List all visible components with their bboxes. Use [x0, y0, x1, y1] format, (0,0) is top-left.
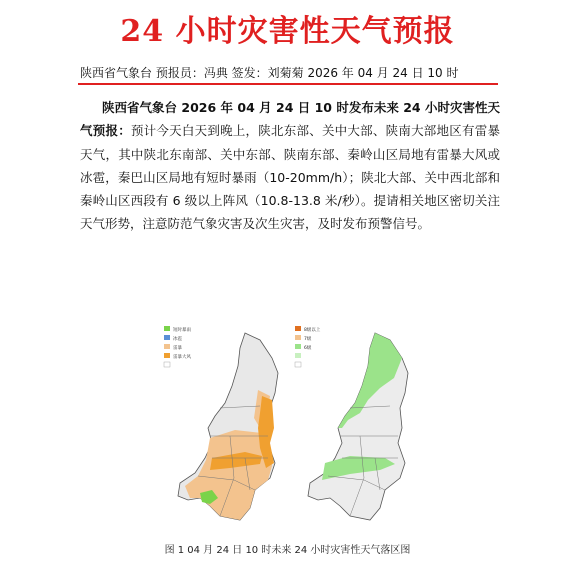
left-legend-swatch-2 [164, 344, 170, 349]
left-map [164, 326, 278, 520]
right-legend-swatch-4 [295, 362, 301, 367]
left-legend-swatch-4 [164, 362, 170, 367]
issuance-meta: 陕西省气象台 预报员：冯典 签发：刘菊菊 2026 年 04 月 24 日 10 时 [80, 66, 459, 80]
forecast-body: 预计今天白天到晚上，陕北东部、关中大部、陕南大部地区有雷暴天气，其中陕北东南部、关中东部、陕南东部、秦岭山区局地有雷暴大风或冰雹，秦巴山区局地有短时暴雨（10-20mm/h）；陕北大部、关中西北部和秦岭山区西段有 6 级以上阵风（10.8-13.8 米/秒）。提请相关地区密切关注天气形势，注意防范气象灾害及次生灾害，及时发布预警信号。 [80, 123, 500, 232]
left-legend-swatch-3 [164, 353, 170, 358]
left-legend-label-2: 雷暴 [173, 346, 182, 351]
page-title: 24 小时灾害性天气预报 [120, 14, 455, 49]
right-legend-label-0: 8级以上 [304, 328, 321, 333]
right-legend-swatch-2 [295, 344, 301, 349]
left-legend-swatch-0 [164, 326, 170, 331]
left-legend-label-3: 雷暴大风 [173, 355, 191, 360]
forecast-lead: 陕西省气象台 2026 年 04 月 24 日 10 时发布未来 24 小时灾害性天气预报： [80, 100, 500, 139]
right-map [295, 326, 408, 520]
right-legend-swatch-3 [295, 353, 301, 358]
forecast-maps [150, 318, 430, 533]
left-legend-label-1: 冰雹 [173, 337, 182, 342]
title-divider [78, 83, 498, 85]
right-legend [295, 326, 321, 367]
right-legend-label-2: 6级 [304, 346, 312, 351]
forecast-paragraph [80, 96, 500, 236]
figure-caption: 图 1 04 月 24 日 10 时未来 24 小时灾害性天气落区图 [164, 545, 411, 556]
left-legend [164, 326, 191, 367]
forecast-text [80, 96, 500, 236]
right-legend-swatch-0 [295, 326, 301, 331]
right-legend-label-1: 7级 [304, 337, 312, 342]
maps-svg [150, 318, 430, 533]
left-legend-label-0: 短时暴雨 [173, 328, 191, 333]
right-legend-swatch-1 [295, 335, 301, 340]
left-legend-swatch-1 [164, 335, 170, 340]
